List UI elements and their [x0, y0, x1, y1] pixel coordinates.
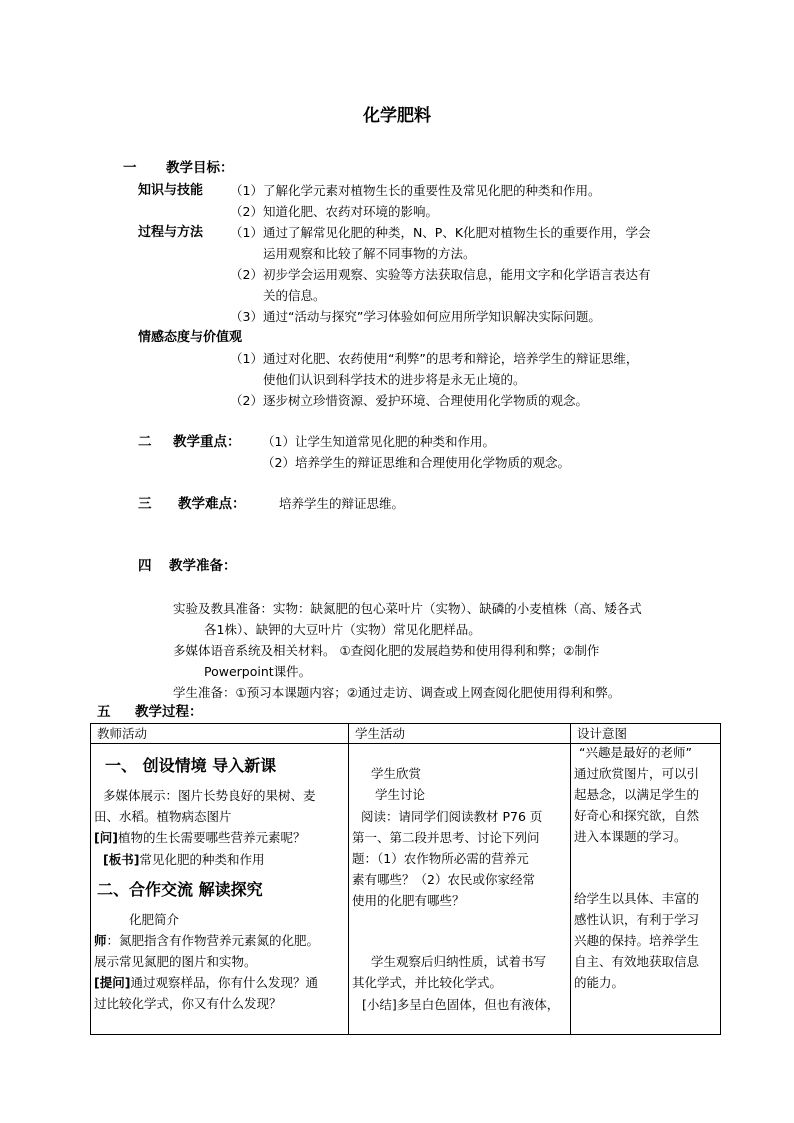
teacher-heading-1: 一、 创设情境 导入新课 [105, 756, 277, 775]
student-line: 学生观察后归纳性质，试着书写 [371, 954, 547, 969]
design-line: 好奇心和探究欲，自然 [574, 808, 700, 823]
student-cell [349, 744, 571, 1035]
student-line: 学生讨论 [375, 787, 426, 802]
student-line: 使用的化肥有哪些？ [352, 893, 465, 908]
question-text: 植物的生长需要哪些营养元素呢？ [117, 830, 306, 845]
design-line: 给学生以具体、丰富的 [574, 891, 700, 906]
emotion-label: 情感态度与价值观 [138, 330, 243, 345]
process-line: 关的信息。 [263, 288, 326, 303]
difficulty-text: 培养学生的辩证思维。 [279, 496, 405, 511]
section-5-number: 五 [97, 704, 111, 720]
design-line: 进入本课题的学习。 [574, 829, 687, 844]
prep-line: Powerpoint课件。 [204, 664, 312, 679]
process-line: （3）通过“活动与探究”学习体验如何应用所学知识解决实际问题。 [230, 309, 601, 324]
board-text: 常见化肥的种类和作用 [139, 852, 265, 867]
section-4-heading: 教学准备： [169, 558, 237, 574]
teacher-line: 田、水稻。植物病态图片 [94, 809, 232, 824]
section-1-number: 一 [123, 160, 137, 176]
prompt-tag: [提问] [94, 975, 131, 990]
student-line: 学生欣赏 [371, 766, 422, 781]
process-line: （1）通过了解常见化肥的种类，N、P、K化肥对植物生长的重要作用，学会 [230, 225, 651, 240]
teacher-line: 多媒体展示：图片长势良好的果树、麦 [103, 788, 316, 803]
process-table [90, 723, 721, 1035]
teacher-heading-2: 二、合作交流 解读探究 [97, 880, 263, 899]
question-tag: [问] [94, 830, 118, 845]
section-2-number: 二 [138, 434, 152, 450]
section-3-number: 三 [138, 496, 152, 512]
key-point-line: （1）让学生知道常见化肥的种类和作用。 [262, 434, 495, 449]
teacher-line: 展示常见氮肥的图片和实物。 [94, 954, 257, 969]
student-line: 其化学式，并比较化学式。 [352, 975, 503, 990]
teacher-line: 化肥简介 [129, 912, 180, 927]
key-point-line: （2）培养学生的辩证思维和合理使用化学物质的观念。 [262, 455, 570, 470]
prep-line: 学生准备：①预习本课题内容；②通过走访、调查或上网查阅化肥使用得利和弊。 [173, 685, 621, 700]
teacher-tag: 师 [94, 933, 107, 948]
knowledge-label: 知识与技能 [138, 183, 204, 198]
design-line: 起悬念，以满足学生的 [574, 787, 700, 802]
section-2-heading: 教学重点： [173, 434, 241, 450]
section-4-number: 四 [138, 558, 152, 574]
teacher-prompt [94, 975, 318, 990]
design-cell [571, 744, 721, 1035]
page-title: 化学肥料 [363, 106, 431, 126]
design-line: “兴趣是最好的老师” [579, 745, 692, 760]
student-line: 素有哪些？（2）农民或你家经常 [352, 872, 535, 887]
student-line: 阅读：请同学们阅读教材 P76 页 [361, 809, 543, 824]
knowledge-line: （2）知道化肥、农药对环境的影响。 [230, 204, 438, 219]
teacher-line: 过比较化学式，你又有什么发现？ [94, 996, 282, 1011]
design-line: 的能力。 [574, 975, 625, 990]
student-line: 题：（1）农作物所必需的营养元 [352, 851, 529, 866]
teacher-cell [91, 744, 349, 1035]
teacher-speech [94, 933, 319, 948]
header-teacher: 教师活动 [91, 724, 349, 744]
emotion-line: （2）逐步树立珍惜资源、爱护环境、合理使用化学物质的观念。 [230, 393, 588, 408]
board-tag: [板书] [103, 852, 140, 867]
header-student: 学生活动 [349, 724, 571, 744]
teacher-question [94, 830, 305, 845]
design-line: 自主、有效地获取信息 [574, 954, 700, 969]
section-1-heading: 教学目标： [166, 160, 234, 176]
prep-line: 实验及教具准备：实物：缺氮肥的包心菜叶片（实物）、缺磷的小麦植株（高、矮各式 [173, 601, 642, 616]
design-line: 兴趣的保持。培养学生 [574, 933, 700, 948]
teacher-speech-text: ：氮肥指含有作物营养元素氮的化肥。 [106, 933, 320, 948]
process-line: 运用观察和比较了解不同事物的方法。 [263, 246, 476, 261]
design-line: 通过欣赏图片，可以引 [574, 766, 700, 781]
prep-line: 多媒体语音系统及相关材料。 ①查阅化肥的发展趋势和使用得利和弊；②制作 [173, 643, 600, 658]
process-label: 过程与方法 [138, 225, 204, 240]
header-design: 设计意图 [571, 724, 721, 744]
teacher-board [103, 852, 264, 867]
prompt-text: 通过观察样品，你有什么发现？通 [130, 975, 318, 990]
emotion-line: 使他们认识到科学技术的进步将是永无止境的。 [263, 372, 526, 387]
section-5-heading: 教学过程： [135, 704, 203, 720]
design-line: 感性认识，有利于学习 [574, 912, 700, 927]
prep-line: 各1株）、缺钾的大豆叶片（实物）常见化肥样品。 [204, 622, 481, 637]
student-line: 第一、第二段并思考、讨论下列问 [352, 830, 540, 845]
student-summary: [小结]多呈白色固体，但也有液体， [362, 997, 560, 1012]
section-3-heading: 教学难点： [178, 496, 246, 512]
process-line: （2）初步学会运用观察、实验等方法获取信息，能用文字和化学语言表达有 [230, 267, 651, 282]
knowledge-line: （1）了解化学元素对植物生长的重要性及常见化肥的种类和作用。 [230, 183, 601, 198]
emotion-line: （1）通过对化肥、农药使用“利弊”的思考和辩论，培养学生的辩证思维， [230, 351, 639, 366]
